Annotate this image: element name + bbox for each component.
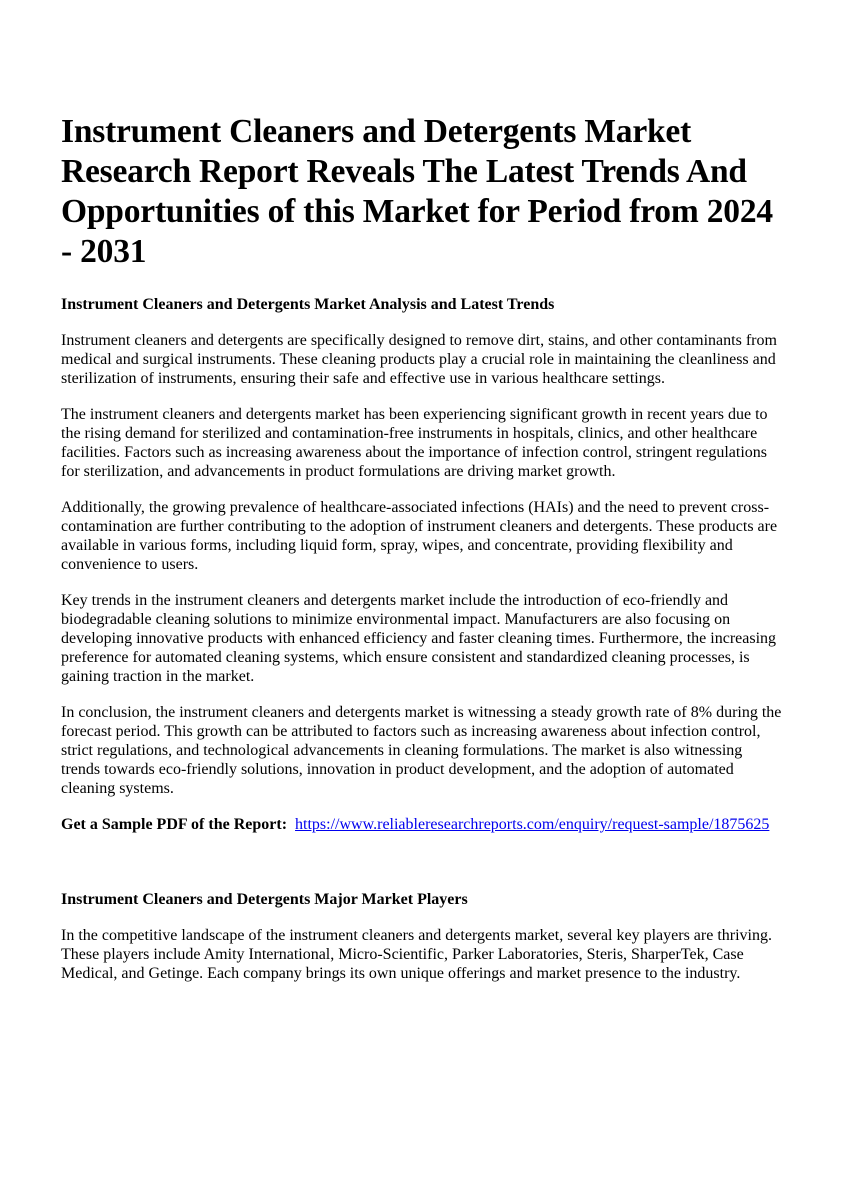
section-heading-players: Instrument Cleaners and Detergents Major Market Players xyxy=(61,891,468,908)
sample-pdf-line xyxy=(61,815,785,834)
sample-pdf-label: Get a Sample PDF of the Report: xyxy=(61,816,288,833)
section-heading-analysis: Instrument Cleaners and Detergents Market Analysis and Latest Trends xyxy=(61,296,555,313)
paragraph-conclusion: In conclusion, the instrument cleaners and detergents market is witnessing a steady growth rate of 8% during the forecast period. This growth can be attributed to factors such as increasing awareness about infection control, strict regulations, and technological advancements in cleaning formulations. The market is also witnessing trends towards eco-friendly solutions, innovation in product development, and the adoption of automated cleaning systems. xyxy=(61,704,782,797)
paragraph-hai: Additionally, the growing prevalence of healthcare-associated infections (HAIs) and the need to prevent cross-contamination are further contributing to the adoption of instrument cleaners and detergents. These products are available in various forms, including liquid form, spray, wipes, and concentrate, providing flexibility and convenience to users. xyxy=(61,499,778,573)
paragraph-intro: Instrument cleaners and detergents are specifically designed to remove dirt, stains, and other contaminants from medical and surgical instruments. These cleaning products play a crucial role in maintaining the cleanliness and sterilization of instruments, ensuring their safe and effective use in various healthcare settings. xyxy=(61,332,777,387)
page-title: Instrument Cleaners and Detergents Market Research Report Reveals The Latest Trends And Opportunities of this Market for Period from 2024 - 2031 xyxy=(61,113,773,270)
paragraph-trends: Key trends in the instrument cleaners and detergents market include the introduction of eco-friendly and biodegradable cleaning solutions to minimize environmental impact. Manufacturers are also focusing on developing innovative products with enhanced efficiency and faster cleaning times. Furthermore, the increasing preference for automated cleaning systems, which ensure consistent and standardized cleaning processes, is gaining traction in the market. xyxy=(61,592,777,685)
document-page xyxy=(61,112,785,983)
paragraph-players: In the competitive landscape of the instrument cleaners and detergents market, several key players are thriving. These players include Amity International, Micro-Scientific, Parker Laboratories, Steris, SharperTek, Case Medical, and Getinge. Each company brings its own unique offerings and market presence to the industry. xyxy=(61,927,772,982)
sample-pdf-link[interactable]: https://www.reliableresearchreports.com/enquiry/request-sample/1875625 xyxy=(295,816,770,833)
paragraph-growth: The instrument cleaners and detergents market has been experiencing significant growth in recent years due to the rising demand for sterilized and contamination-free instruments in hospitals, clinics, and other healthcare facilities. Factors such as increasing awareness about the importance of infection control, stringent regulations for sterilization, and advancements in product formulations are driving market growth. xyxy=(61,406,768,480)
